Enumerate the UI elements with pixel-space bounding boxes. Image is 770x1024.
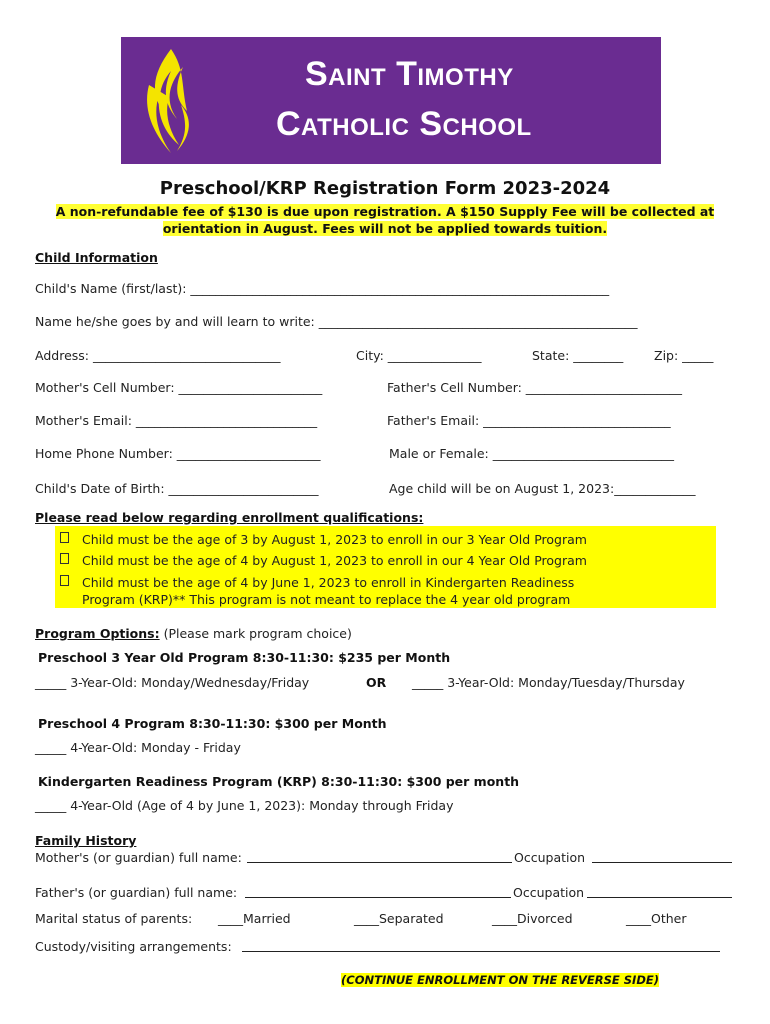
child-info-heading: Child Information <box>35 250 158 265</box>
qualifications-heading: Please read below regarding enrollment qualifications: <box>35 510 424 525</box>
p3-title: Preschool 3 Year Old Program 8:30-11:30: $235 per Month <box>38 650 451 665</box>
checkbox-icon <box>60 553 69 564</box>
marital-separated[interactable]: ____Separated <box>354 911 444 926</box>
logo-line1: Saint Timothy <box>305 55 514 93</box>
mother-occupation-label: Occupation <box>514 850 586 865</box>
checkbox-icon <box>60 532 69 543</box>
marital-other[interactable]: ____Other <box>626 911 687 926</box>
marital-label: Marital status of parents: <box>35 911 193 926</box>
family-heading: Family History <box>35 833 137 848</box>
state-field[interactable]: State: ________ <box>532 348 624 363</box>
father-occupation-line[interactable] <box>587 897 732 898</box>
mother-name-label: Mother's (or guardian) full name: <box>35 850 242 865</box>
custody-line[interactable] <box>242 951 720 952</box>
program-options-heading: Program Options: <box>35 626 160 641</box>
p4-option[interactable]: _____ 4-Year-Old: Monday - Friday <box>35 740 241 755</box>
continue-note: (CONTINUE ENROLLMENT ON THE REVERSE SIDE) <box>341 973 659 987</box>
program-options-line <box>35 626 352 641</box>
mother-occupation-line[interactable] <box>592 862 732 863</box>
mother-name-line[interactable] <box>247 862 512 863</box>
qualification-item: Child must be the age of 3 by August 1, 2023 to enroll in our 3 Year Old Program <box>82 532 587 547</box>
program-options-note: (Please mark program choice) <box>159 626 352 641</box>
zip-field[interactable]: Zip: _____ <box>654 348 714 363</box>
form-title: Preschool/KRP Registration Form 2023-2024 <box>159 178 611 199</box>
logo-line2: Catholic School <box>276 105 532 143</box>
custody-label: Custody/visiting arrangements: <box>35 939 232 954</box>
p3-or: OR <box>366 675 387 690</box>
fee-notice-line2: orientation in August. Fees will not be applied towards tuition. <box>162 221 608 236</box>
mother-cell-field[interactable]: Mother's Cell Number: _______________________ <box>35 380 323 395</box>
marital-divorced[interactable]: ____Divorced <box>492 911 573 926</box>
address-field[interactable]: Address: ______________________________ <box>35 348 281 363</box>
city-field[interactable]: City: _______________ <box>356 348 482 363</box>
fee-notice-line1: A non-refundable fee of $130 is due upon registration. A $150 Supply Fee will be collected at <box>55 204 715 219</box>
home-phone-field[interactable]: Home Phone Number: _______________________ <box>35 446 321 461</box>
krp-option[interactable]: _____ 4-Year-Old (Age of 4 by June 1, 2023): Monday through Friday <box>35 798 454 813</box>
marital-married[interactable]: ____Married <box>218 911 291 926</box>
dob-field[interactable]: Child's Date of Birth: ________________________ <box>35 481 319 496</box>
age-aug-field[interactable]: Age child will be on August 1, 2023:_____________ <box>389 481 696 496</box>
p3-option-mtt[interactable]: _____ 3-Year-Old: Monday/Tuesday/Thursday <box>412 675 685 690</box>
learn-name-field[interactable]: Name he/she goes by and will learn to write: ___________________________________________________ <box>35 314 638 329</box>
father-name-label: Father's (or guardian) full name: <box>35 885 238 900</box>
father-name-line[interactable] <box>245 897 511 898</box>
father-cell-field[interactable]: Father's Cell Number: _________________________ <box>387 380 683 395</box>
qualification-item-cont: Program (KRP)** This program is not meant to replace the 4 year old program <box>82 592 571 607</box>
flame-icon <box>141 45 201 157</box>
p4-title: Preschool 4 Program 8:30-11:30: $300 per Month <box>38 716 387 731</box>
checkbox-icon <box>60 575 69 586</box>
father-email-field[interactable]: Father's Email: ______________________________ <box>387 413 671 428</box>
p3-option-mwf[interactable]: _____ 3-Year-Old: Monday/Wednesday/Friday <box>35 675 310 690</box>
qualification-item: Child must be the age of 4 by June 1, 2023 to enroll in Kindergarten Readiness <box>82 575 575 590</box>
krp-title: Kindergarten Readiness Program (KRP) 8:30-11:30: $300 per month <box>38 774 520 789</box>
school-logo <box>121 37 661 164</box>
father-occupation-label: Occupation <box>513 885 585 900</box>
male-female-field[interactable]: Male or Female: _____________________________ <box>389 446 674 461</box>
child-name-field[interactable]: Child's Name (first/last): ___________________________________________________________________ <box>35 281 610 296</box>
mother-email-field[interactable]: Mother's Email: _____________________________ <box>35 413 318 428</box>
qualification-item: Child must be the age of 4 by August 1, 2023 to enroll in our 4 Year Old Program <box>82 553 587 568</box>
